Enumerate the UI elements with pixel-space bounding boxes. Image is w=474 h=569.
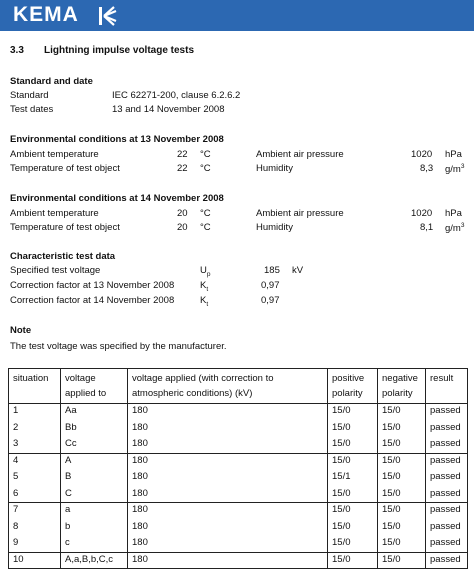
- cell-situation: 7: [9, 503, 61, 519]
- section-number: 3.3: [10, 45, 24, 56]
- cell-voltage-applied-to: Cc: [61, 436, 128, 453]
- env14-heading: Environmental conditions at 14 November 2008: [10, 193, 224, 204]
- env13-pressure-label: Ambient air pressure: [256, 149, 344, 160]
- test-voltage-unit: kV: [292, 265, 304, 276]
- table-row: [9, 469, 468, 486]
- env13-pressure-value: 1020: [411, 149, 433, 160]
- correction-14-label: Correction factor at 14 November 2008: [10, 295, 175, 306]
- cell-voltage-applied-to: c: [61, 535, 128, 552]
- env13-humidity-value: 8,3: [420, 163, 434, 174]
- cell-result: passed: [426, 535, 468, 552]
- cell-voltage-applied-to: C: [61, 486, 128, 503]
- cell-voltage-applied-to: B: [61, 469, 128, 486]
- test-voltage-value: 185: [264, 265, 280, 276]
- cell-situation: 10: [9, 552, 61, 569]
- table-row: [9, 486, 468, 503]
- test-dates-value: 13 and 14 November 2008: [112, 104, 225, 115]
- table-header-row: [9, 369, 468, 404]
- cell-negative: 15/0: [378, 420, 426, 437]
- logo-bar: [0, 0, 474, 31]
- cell-positive: 15/0: [328, 486, 378, 503]
- test-dates-label: Test dates: [10, 104, 54, 115]
- cell-situation: 5: [9, 469, 61, 486]
- cell-voltage: 180: [128, 535, 328, 552]
- section-title: Lightning impulse voltage tests: [44, 45, 195, 56]
- cell-voltage: 180: [128, 436, 328, 453]
- table-row: [9, 535, 468, 552]
- standard-value: IEC 62271-200, clause 6.2.6.2: [112, 90, 241, 101]
- test-voltage-symbol: $U_p$: [200, 265, 211, 278]
- cell-voltage: 180: [128, 404, 328, 420]
- cell-negative: 15/0: [378, 436, 426, 453]
- cell-voltage: 180: [128, 519, 328, 536]
- cell-negative: 15/0: [378, 469, 426, 486]
- table-row: [9, 453, 468, 469]
- env13-heading: Environmental conditions at 13 November 2008: [10, 134, 224, 145]
- cell-result: passed: [426, 486, 468, 503]
- cell-positive: 15/0: [328, 404, 378, 420]
- correction-13-value: 0,97: [261, 280, 280, 291]
- cell-positive: 15/0: [328, 453, 378, 469]
- header-voltage-applied-to: voltage applied to: [61, 369, 128, 404]
- table-row: [9, 404, 468, 420]
- cell-negative: 15/0: [378, 453, 426, 469]
- cell-result: passed: [426, 404, 468, 420]
- test-results-table: [8, 368, 468, 569]
- cell-voltage: 180: [128, 552, 328, 569]
- standard-label: Standard: [10, 90, 49, 101]
- env14-ambient-temp-value: 20: [177, 208, 188, 219]
- cell-voltage-applied-to: A,a,B,b,C,c: [61, 552, 128, 569]
- table-row: [9, 519, 468, 536]
- characteristic-heading: Characteristic test data: [10, 251, 116, 262]
- correction-13-label: Correction factor at 13 November 2008: [10, 280, 175, 291]
- cell-positive: 15/0: [328, 535, 378, 552]
- env13-object-temp-unit: °C: [200, 163, 211, 174]
- note-heading: Note: [10, 325, 32, 336]
- cell-result: passed: [426, 453, 468, 469]
- cell-situation: 8: [9, 519, 61, 536]
- cell-result: passed: [426, 436, 468, 453]
- cell-voltage: 180: [128, 420, 328, 437]
- cell-voltage: 180: [128, 453, 328, 469]
- env14-humidity-label: Humidity: [256, 222, 293, 233]
- correction-14-symbol: $K_t$: [200, 295, 209, 308]
- cell-voltage-applied-to: A: [61, 453, 128, 469]
- env14-humidity-unit: $g/m^3$: [445, 222, 465, 235]
- env13-ambient-temp-unit: °C: [200, 149, 211, 160]
- cell-situation: 4: [9, 453, 61, 469]
- env13-ambient-temp-label: Ambient temperature: [10, 149, 99, 160]
- standard-heading: Standard and date: [10, 76, 93, 87]
- cell-voltage: 180: [128, 469, 328, 486]
- cell-positive: 15/1: [328, 469, 378, 486]
- cell-situation: 1: [9, 404, 61, 420]
- env14-ambient-temp-label: Ambient temperature: [10, 208, 99, 219]
- cell-result: passed: [426, 503, 468, 519]
- env14-object-temp-label: Temperature of test object: [10, 222, 120, 233]
- env14-ambient-temp-unit: °C: [200, 208, 211, 219]
- env13-object-temp-value: 22: [177, 163, 188, 174]
- cell-negative: 15/0: [378, 486, 426, 503]
- kema-logo-icon: [98, 5, 122, 27]
- header-voltage-applied: voltage applied (with correction to atmospheric conditions) (kV): [128, 369, 328, 404]
- env13-pressure-unit: hPa: [445, 149, 462, 160]
- cell-positive: 15/0: [328, 503, 378, 519]
- header-result: result: [426, 369, 468, 404]
- table-row: [9, 436, 468, 453]
- env14-humidity-value: 8,1: [420, 222, 434, 233]
- cell-result: passed: [426, 552, 468, 569]
- cell-situation: 9: [9, 535, 61, 552]
- header-negative-polarity: negative polarity: [378, 369, 426, 404]
- cell-voltage: 180: [128, 503, 328, 519]
- cell-result: passed: [426, 469, 468, 486]
- cell-voltage-applied-to: Aa: [61, 404, 128, 420]
- cell-result: passed: [426, 519, 468, 536]
- cell-situation: 6: [9, 486, 61, 503]
- env14-object-temp-value: 20: [177, 222, 188, 233]
- cell-negative: 15/0: [378, 519, 426, 536]
- env14-pressure-unit: hPa: [445, 208, 462, 219]
- table-row: [9, 420, 468, 437]
- table-row: [9, 503, 468, 519]
- env14-pressure-value: 1020: [411, 208, 433, 219]
- env13-humidity-label: Humidity: [256, 163, 293, 174]
- cell-positive: 15/0: [328, 436, 378, 453]
- cell-negative: 15/0: [378, 535, 426, 552]
- cell-voltage-applied-to: b: [61, 519, 128, 536]
- cell-negative: 15/0: [378, 552, 426, 569]
- correction-13-symbol: $K_t$: [200, 280, 209, 293]
- test-voltage-label: Specified test voltage: [10, 265, 101, 276]
- env14-pressure-label: Ambient air pressure: [256, 208, 344, 219]
- cell-situation: 2: [9, 420, 61, 437]
- cell-positive: 15/0: [328, 420, 378, 437]
- header-positive-polarity: positive polarity: [328, 369, 378, 404]
- cell-voltage-applied-to: Bb: [61, 420, 128, 437]
- env14-object-temp-unit: °C: [200, 222, 211, 233]
- cell-positive: 15/0: [328, 552, 378, 569]
- cell-result: passed: [426, 420, 468, 437]
- cell-situation: 3: [9, 436, 61, 453]
- env13-object-temp-label: Temperature of test object: [10, 163, 120, 174]
- cell-positive: 15/0: [328, 519, 378, 536]
- cell-negative: 15/0: [378, 404, 426, 420]
- table-row: [9, 552, 468, 569]
- cell-voltage: 180: [128, 486, 328, 503]
- note-text: The test voltage was specified by the manufacturer.: [10, 341, 227, 352]
- logo-text: KEMA: [13, 3, 79, 26]
- env13-ambient-temp-value: 22: [177, 149, 188, 160]
- correction-14-value: 0,97: [261, 295, 280, 306]
- cell-voltage-applied-to: a: [61, 503, 128, 519]
- header-situation: situation: [9, 369, 61, 404]
- cell-negative: 15/0: [378, 503, 426, 519]
- env13-humidity-unit: $g/m^3$: [445, 163, 465, 176]
